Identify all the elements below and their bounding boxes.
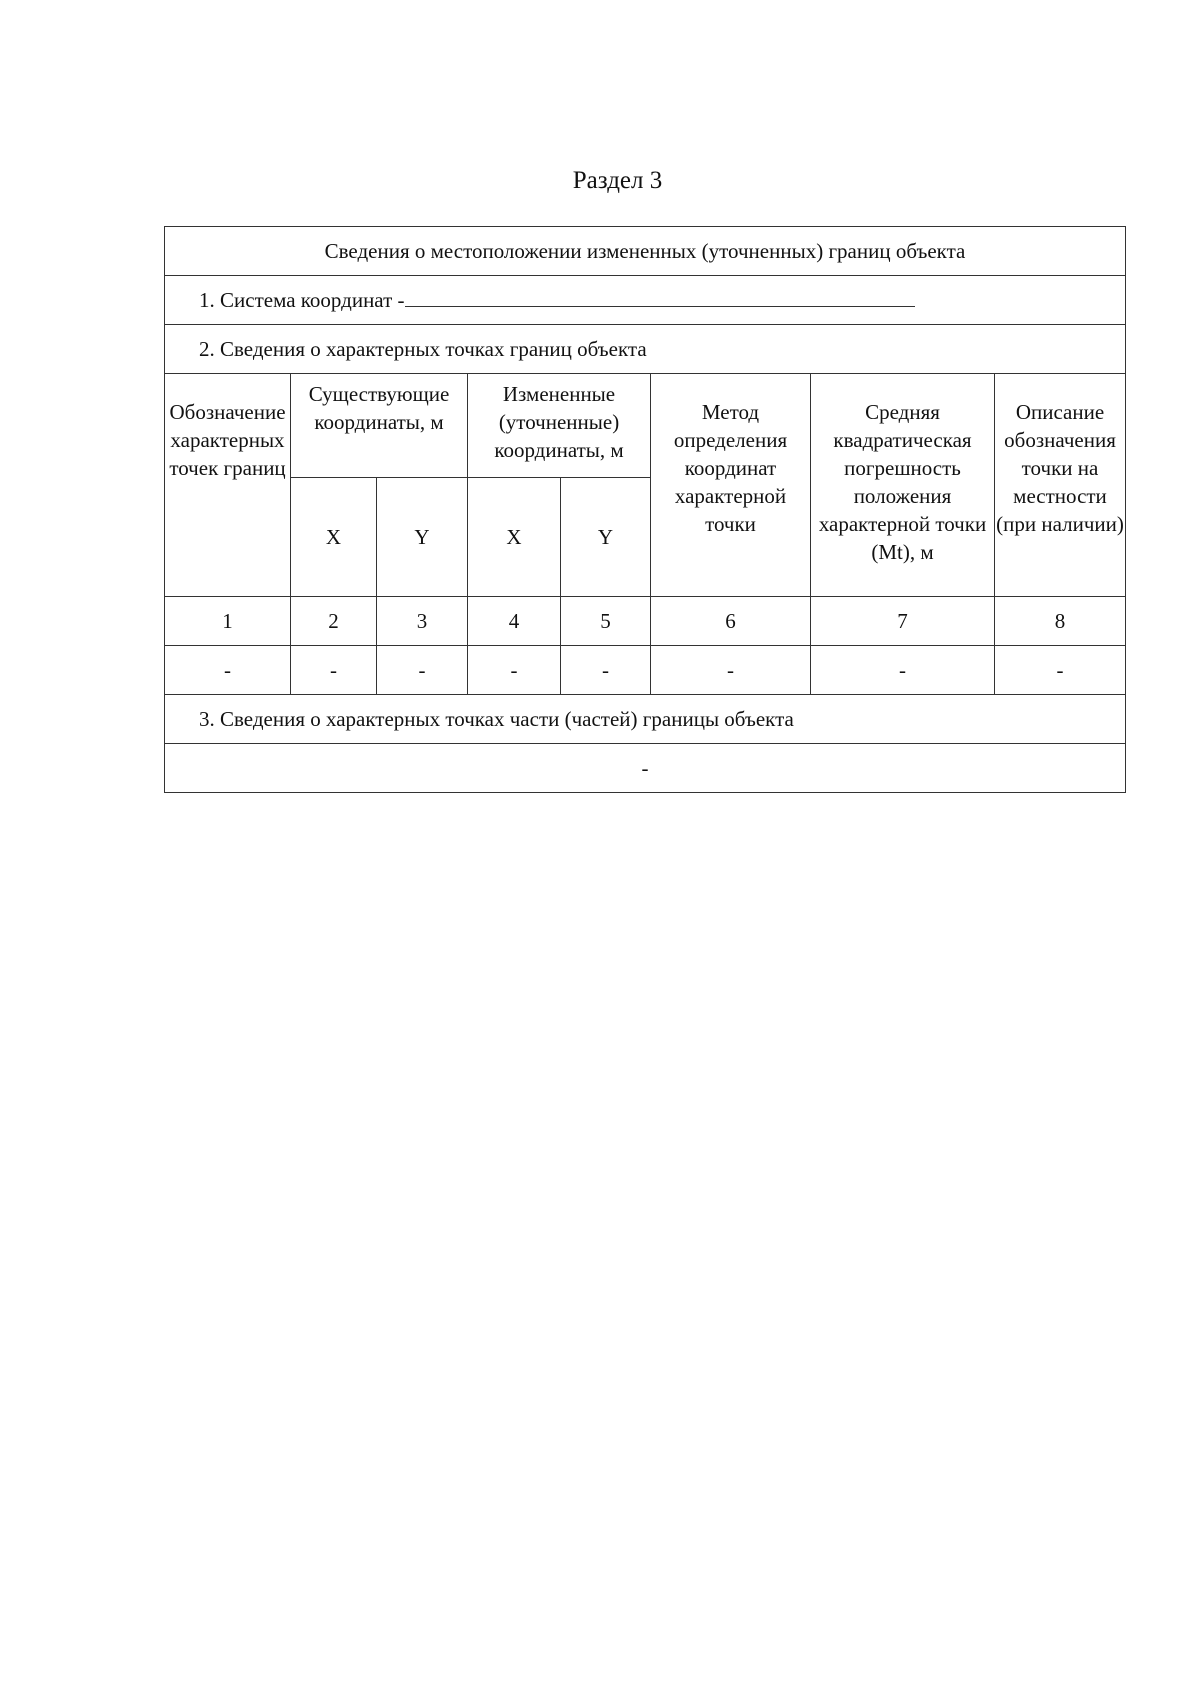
boundary-table: [164, 226, 1126, 793]
parts-label: 3. Сведения о характерных точках части (частей) границы объекта: [165, 695, 1126, 744]
table-cell: -: [468, 646, 561, 695]
table-title: Сведения о местоположении измененных (уточненных) границ объекта: [165, 227, 1126, 276]
coord-system-cell: [165, 276, 1126, 325]
table-cell: -: [377, 646, 468, 695]
header-row: [165, 374, 1126, 478]
column-number: 5: [561, 597, 651, 646]
coord-system-blank: [405, 288, 915, 307]
header-changed-x: X: [468, 478, 561, 597]
column-number: 4: [468, 597, 561, 646]
table-cell: -: [561, 646, 651, 695]
header-designation: Обозначение характерных точек границ: [165, 374, 291, 597]
table-cell: -: [291, 646, 377, 695]
section-title: Раздел 3: [572, 167, 663, 194]
column-number: 8: [995, 597, 1126, 646]
table-row: [165, 646, 1126, 695]
table-title-row: [165, 227, 1126, 276]
table-cell: -: [165, 646, 291, 695]
header-error: Средняя квадратическая погрешность положения характерной точки (Mt), м: [811, 374, 995, 597]
table-cell: -: [651, 646, 811, 695]
column-number: 6: [651, 597, 811, 646]
header-existing: Существующие координаты, м: [291, 374, 468, 478]
header-changed-y: Y: [561, 478, 651, 597]
header-method: Метод определения координат характерной точки: [651, 374, 811, 597]
coord-system-label: 1. Система координат -: [199, 288, 405, 312]
header-changed: Измененные (уточненные) координаты, м: [468, 374, 651, 478]
points-label: 2. Сведения о характерных точках границ объекта: [165, 325, 1126, 374]
points-label-row: [165, 325, 1126, 374]
parts-value-row: [165, 744, 1126, 793]
column-number: 3: [377, 597, 468, 646]
header-existing-y: Y: [377, 478, 468, 597]
table-cell: -: [995, 646, 1126, 695]
coord-system-row: [165, 276, 1126, 325]
table-cell: -: [811, 646, 995, 695]
column-number: 1: [165, 597, 291, 646]
parts-label-row: [165, 695, 1126, 744]
parts-value: -: [165, 744, 1126, 793]
column-number: 7: [811, 597, 995, 646]
header-description: Описание обозначения точки на местности (при наличии): [995, 374, 1126, 597]
column-number: 2: [291, 597, 377, 646]
header-existing-x: X: [291, 478, 377, 597]
column-number-row: [165, 597, 1126, 646]
